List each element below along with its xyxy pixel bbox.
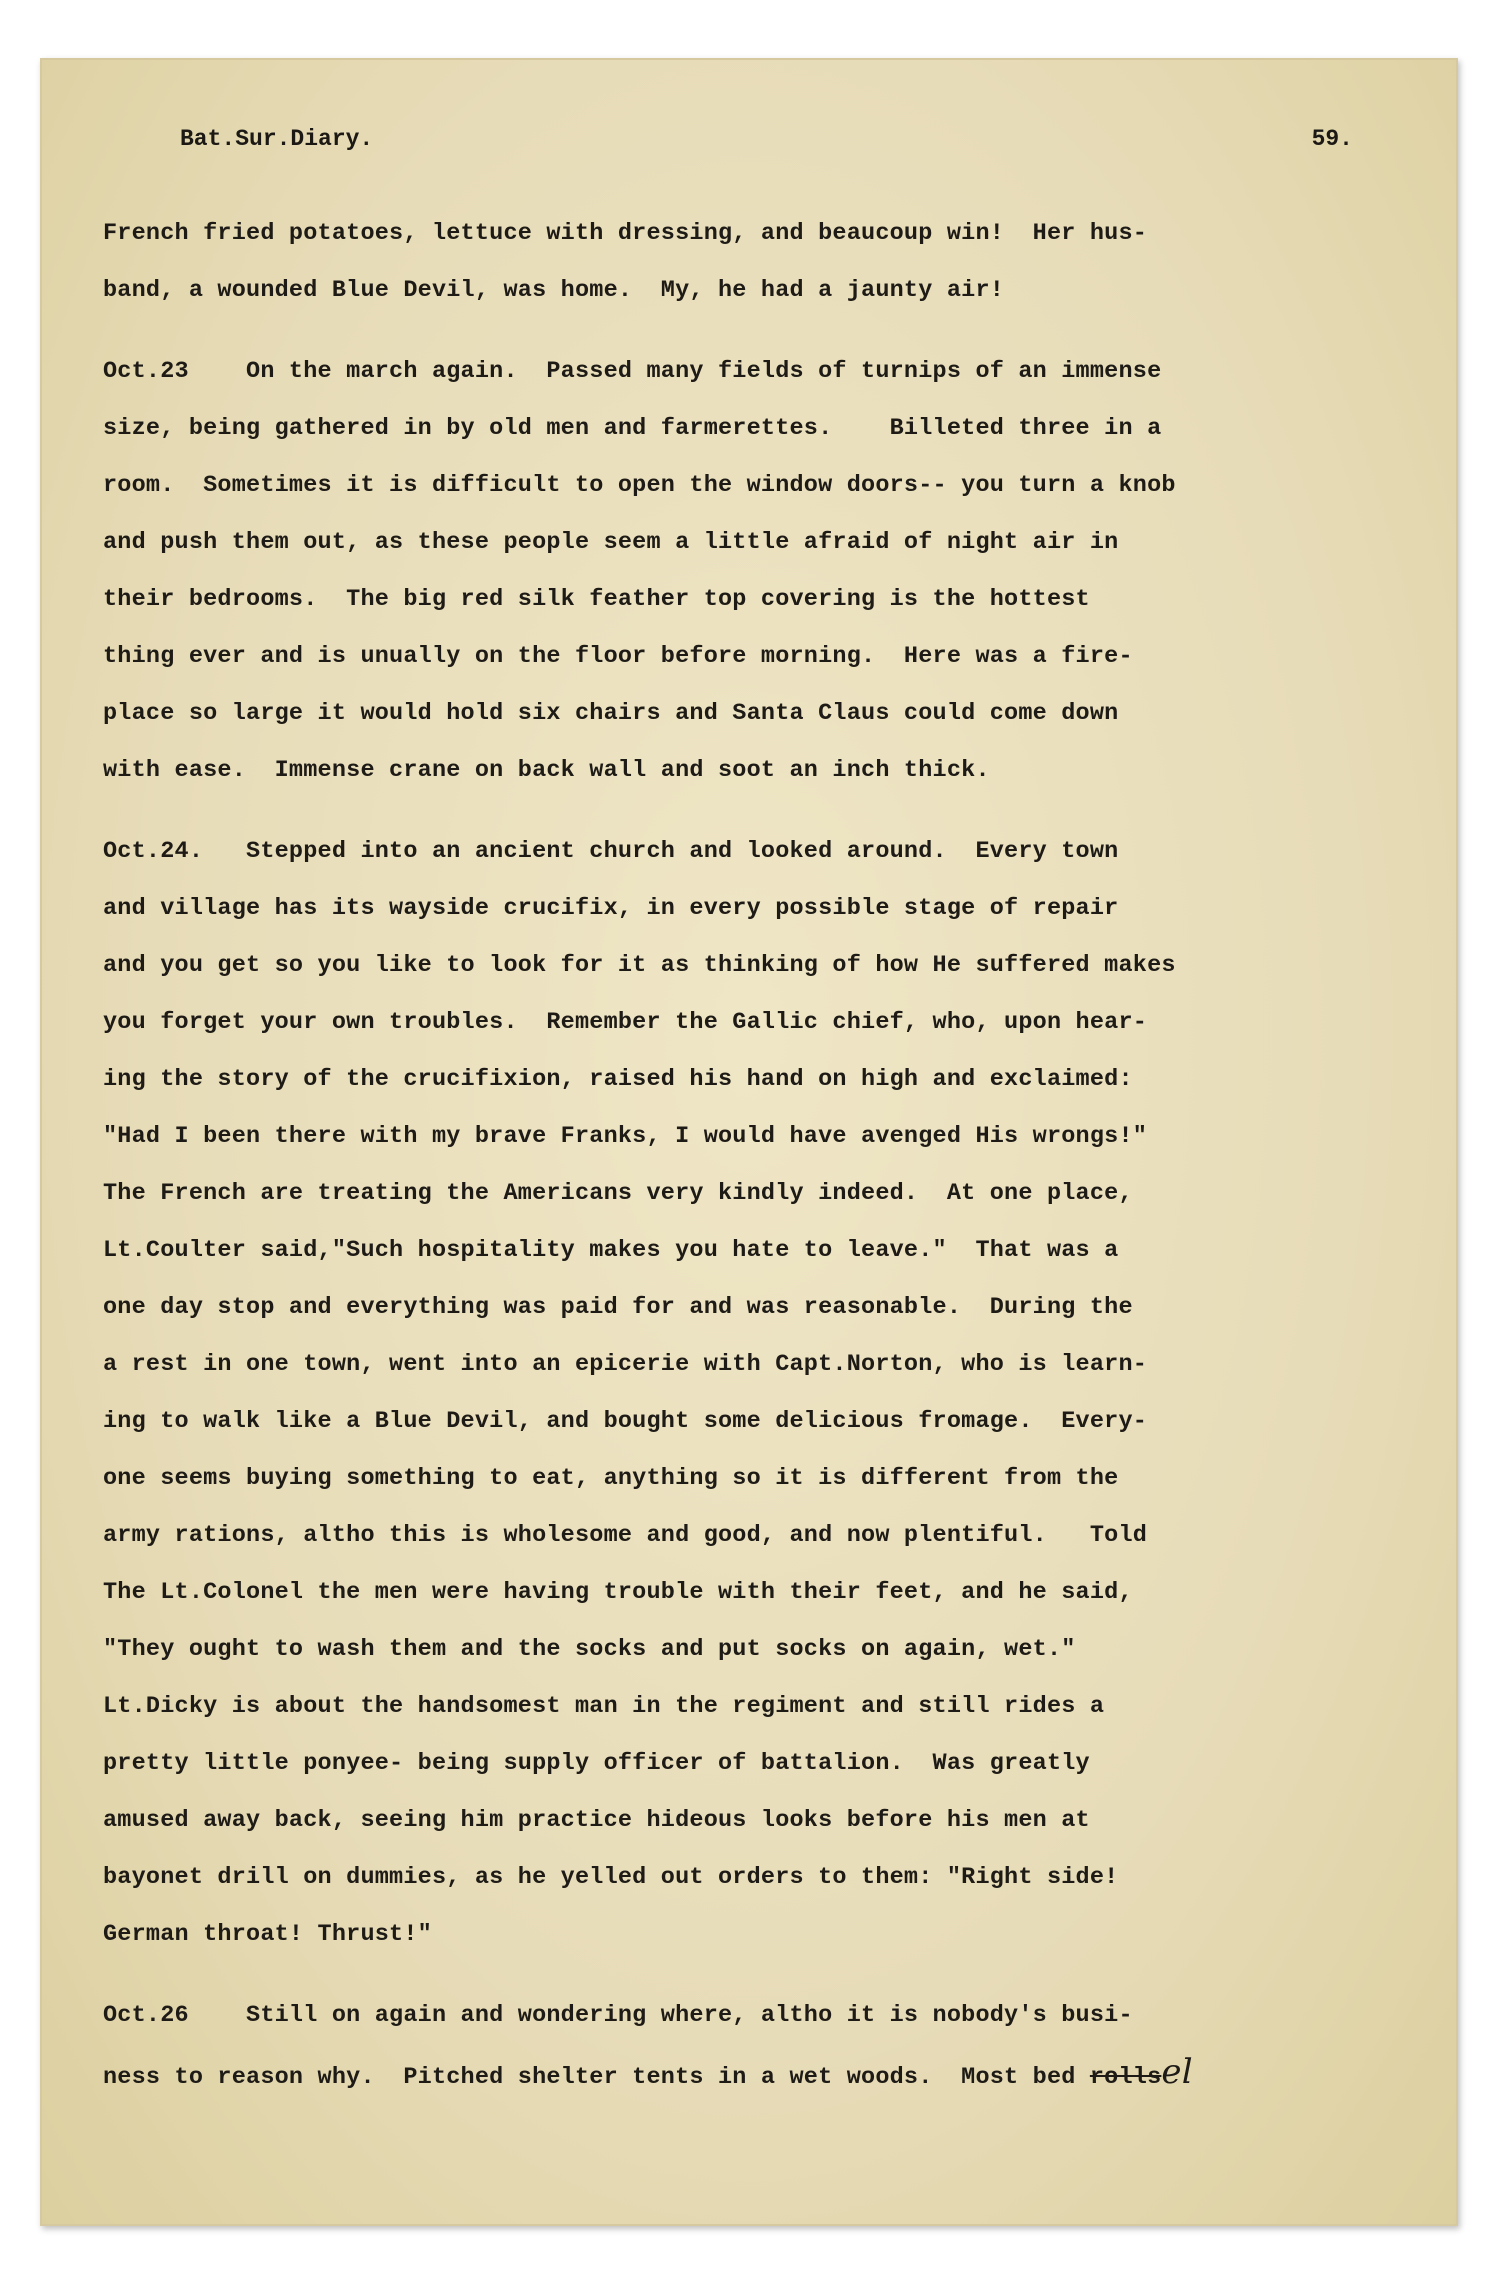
text-line: one day stop and everything was paid for and was reasonable. During the [103,1294,1133,1321]
text-line: and you get so you like to look for it as thinking of how He suffered makes [103,952,1176,979]
text-line: bayonet drill on dummies, as he yelled out orders to them: "Right side! [103,1864,1119,1891]
handwritten-correction: el [1161,2052,1193,2092]
text-line: Lt.Coulter said,"Such hospitality makes you hate to leave." That was a [103,1237,1119,1264]
text-line: "They ought to wash them and the socks and put socks on again, wet." [103,1636,1076,1663]
text-line: room. Sometimes it is difficult to open the window doors-- you turn a knob [103,472,1176,499]
text-segment: ness to reason why. Pitched shelter tents in a wet woods. Most bed [103,2064,1090,2091]
page-number: 59. [1311,126,1353,152]
text-line: The French are treating the Americans very kindly indeed. At one place, [103,1180,1133,1207]
text-line: ing to walk like a Blue Devil, and bought some delicious fromage. Every- [103,1408,1148,1435]
text-line: amused away back, seeing him practice hideous looks before his men at [103,1807,1090,1834]
text-line: German throat! Thrust!" [103,1921,432,1948]
text-line: a rest in one town, went into an epicerie with Capt.Norton, who is learn- [103,1351,1148,1378]
text-line: army rations, altho this is wholesome and good, and now plentiful. Told [103,1522,1148,1549]
intro-paragraph [103,205,1393,319]
text-line: The Lt.Colonel the men were having trouble with their feet, and he said, [103,1579,1133,1606]
text-line: ing the story of the crucifixion, raised his hand on high and exclaimed: [103,1066,1133,1093]
text-line: you forget your own troubles. Remember the Gallic chief, who, upon hear- [103,1009,1148,1036]
text-line: Oct.24. Stepped into an ancient church and looked around. Every town [103,838,1119,865]
text-line: Oct.26 Still on again and wondering where, altho it is nobody's busi- [103,2002,1133,2029]
diary-title: Bat.Sur.Diary. [180,126,374,152]
text-line: one seems buying something to eat, anything so it is different from the [103,1465,1119,1492]
text-line: place so large it would hold six chairs and Santa Claus could come down [103,700,1119,727]
text-line: size, being gathered in by old men and farmerettes. Billeted three in a [103,415,1162,442]
entry-oct-26 [103,1987,1393,2101]
text-line-last [103,2044,1393,2101]
text-line: their bedrooms. The big red silk feather top covering is the hottest [103,586,1090,613]
text-line: band, a wounded Blue Devil, was home. My, he had a jaunty air! [103,277,1005,304]
entry-oct-24 [103,823,1393,1963]
text-line: thing ever and is unually on the floor before morning. Here was a fire- [103,643,1133,670]
text-line: Lt.Dicky is about the handsomest man in the regiment and still rides a [103,1693,1105,1720]
text-line: Oct.23 On the march again. Passed many fields of turnips of an immense [103,358,1162,385]
text-line: with ease. Immense crane on back wall and soot an inch thick. [103,757,990,784]
struck-word: rolls [1089,2064,1162,2091]
diary-text [103,205,1393,2101]
text-line: and village has its wayside crucifix, in every possible stage of repair [103,895,1119,922]
text-line: French fried potatoes, lettuce with dressing, and beaucoup win! Her hus- [103,220,1148,247]
text-line: pretty little ponyee- being supply officer of battalion. Was greatly [103,1750,1090,1777]
entry-oct-23 [103,343,1393,799]
text-line: "Had I been there with my brave Franks, I would have avenged His wrongs!" [103,1123,1148,1150]
text-line: and push them out, as these people seem a little afraid of night air in [103,529,1119,556]
